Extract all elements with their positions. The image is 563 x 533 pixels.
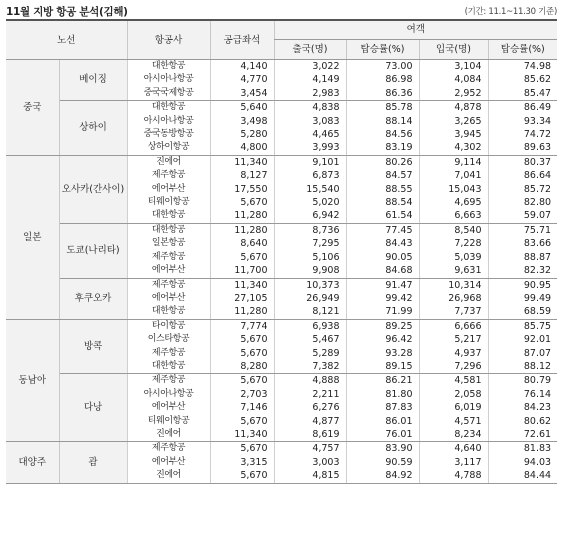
out-pax-cell: 3,993 <box>274 141 346 155</box>
out-pax-cell: 15,540 <box>274 183 346 196</box>
airline-cell: 진에어 <box>127 155 210 169</box>
route-cell: 오사카(간사이) <box>59 155 127 223</box>
header-in-pax: 입국(명) <box>419 40 488 60</box>
out-rate-cell: 93.28 <box>346 347 419 360</box>
out-rate-cell: 86.98 <box>346 73 419 86</box>
out-pax-cell: 4,877 <box>274 415 346 428</box>
seats-cell: 5,670 <box>210 347 274 360</box>
seats-cell: 4,800 <box>210 141 274 155</box>
in-rate-cell: 84.23 <box>488 401 557 414</box>
seats-cell: 8,280 <box>210 360 274 374</box>
out-rate-cell: 86.21 <box>346 374 419 388</box>
out-pax-cell: 3,003 <box>274 456 346 469</box>
table-row <box>6 319 557 333</box>
in-rate-cell: 59.07 <box>488 209 557 223</box>
airline-cell: 중국동방항공 <box>127 128 210 141</box>
region-cell: 동남아 <box>6 319 59 442</box>
out-pax-cell: 26,949 <box>274 292 346 305</box>
airline-cell: 이스타항공 <box>127 333 210 346</box>
out-pax-cell: 5,106 <box>274 251 346 264</box>
seats-cell: 27,105 <box>210 292 274 305</box>
out-pax-cell: 4,149 <box>274 73 346 86</box>
out-rate-cell: 87.83 <box>346 401 419 414</box>
airline-cell: 제주항공 <box>127 251 210 264</box>
seats-cell: 5,670 <box>210 469 274 483</box>
out-rate-cell: 90.05 <box>346 251 419 264</box>
table-header <box>6 20 557 60</box>
in-rate-cell: 80.37 <box>488 155 557 169</box>
out-rate-cell: 84.57 <box>346 169 419 182</box>
airline-cell: 티웨이항공 <box>127 415 210 428</box>
out-rate-cell: 89.25 <box>346 319 419 333</box>
in-rate-cell: 90.95 <box>488 278 557 292</box>
route-cell: 괌 <box>59 442 127 483</box>
route-cell: 상하이 <box>59 101 127 156</box>
out-pax-cell: 4,815 <box>274 469 346 483</box>
seats-cell: 8,127 <box>210 169 274 182</box>
out-rate-cell: 71.99 <box>346 305 419 319</box>
seats-cell: 11,340 <box>210 155 274 169</box>
out-pax-cell: 6,942 <box>274 209 346 223</box>
in-pax-cell: 3,945 <box>419 128 488 141</box>
in-pax-cell: 4,640 <box>419 442 488 456</box>
in-pax-cell: 4,302 <box>419 141 488 155</box>
seats-cell: 8,640 <box>210 237 274 250</box>
seats-cell: 4,770 <box>210 73 274 86</box>
table-body <box>6 60 557 484</box>
out-rate-cell: 76.01 <box>346 428 419 442</box>
table-row <box>6 223 557 237</box>
in-rate-cell: 82.32 <box>488 264 557 278</box>
table-row <box>6 442 557 456</box>
airline-cell: 중국국제항공 <box>127 87 210 101</box>
in-rate-cell: 68.59 <box>488 305 557 319</box>
in-rate-cell: 85.62 <box>488 73 557 86</box>
header-airline: 항공사 <box>127 20 210 60</box>
out-pax-cell: 4,838 <box>274 101 346 115</box>
out-rate-cell: 91.47 <box>346 278 419 292</box>
airline-stats-table <box>6 19 557 484</box>
in-pax-cell: 8,234 <box>419 428 488 442</box>
out-rate-cell: 84.68 <box>346 264 419 278</box>
in-pax-cell: 5,039 <box>419 251 488 264</box>
in-rate-cell: 88.12 <box>488 360 557 374</box>
header-out-rate: 탑승률(%) <box>346 40 419 60</box>
airline-cell: 에어부산 <box>127 264 210 278</box>
header-seats: 공급좌석 <box>210 20 274 60</box>
seats-cell: 5,670 <box>210 415 274 428</box>
out-pax-cell: 4,888 <box>274 374 346 388</box>
out-pax-cell: 9,101 <box>274 155 346 169</box>
airline-cell: 제주항공 <box>127 442 210 456</box>
out-rate-cell: 80.26 <box>346 155 419 169</box>
in-rate-cell: 75.71 <box>488 223 557 237</box>
in-pax-cell: 15,043 <box>419 183 488 196</box>
region-cell: 일본 <box>6 155 59 319</box>
out-pax-cell: 4,757 <box>274 442 346 456</box>
in-pax-cell: 2,058 <box>419 388 488 401</box>
in-pax-cell: 2,952 <box>419 87 488 101</box>
seats-cell: 7,774 <box>210 319 274 333</box>
in-pax-cell: 6,663 <box>419 209 488 223</box>
table-row <box>6 60 557 74</box>
out-pax-cell: 10,373 <box>274 278 346 292</box>
table-row <box>6 278 557 292</box>
seats-cell: 5,670 <box>210 251 274 264</box>
airline-cell: 티웨이항공 <box>127 196 210 209</box>
out-pax-cell: 7,382 <box>274 360 346 374</box>
region-cell: 중국 <box>6 60 59 156</box>
in-rate-cell: 89.63 <box>488 141 557 155</box>
out-rate-cell: 85.78 <box>346 101 419 115</box>
out-pax-cell: 2,983 <box>274 87 346 101</box>
header-out-pax: 출국(명) <box>274 40 346 60</box>
in-pax-cell: 6,666 <box>419 319 488 333</box>
airline-cell: 에어부산 <box>127 456 210 469</box>
in-pax-cell: 4,084 <box>419 73 488 86</box>
out-pax-cell: 6,276 <box>274 401 346 414</box>
in-pax-cell: 4,937 <box>419 347 488 360</box>
out-rate-cell: 84.43 <box>346 237 419 250</box>
airline-cell: 일본항공 <box>127 237 210 250</box>
in-rate-cell: 88.87 <box>488 251 557 264</box>
in-pax-cell: 4,571 <box>419 415 488 428</box>
out-rate-cell: 61.54 <box>346 209 419 223</box>
seats-cell: 4,140 <box>210 60 274 74</box>
out-pax-cell: 5,020 <box>274 196 346 209</box>
in-pax-cell: 4,695 <box>419 196 488 209</box>
in-rate-cell: 86.64 <box>488 169 557 182</box>
out-rate-cell: 99.42 <box>346 292 419 305</box>
in-pax-cell: 4,878 <box>419 101 488 115</box>
out-pax-cell: 5,289 <box>274 347 346 360</box>
region-cell: 대양주 <box>6 442 59 483</box>
in-rate-cell: 85.47 <box>488 87 557 101</box>
seats-cell: 5,670 <box>210 333 274 346</box>
airline-cell: 대한항공 <box>127 223 210 237</box>
header-passenger: 여객 <box>274 20 557 40</box>
in-rate-cell: 85.72 <box>488 183 557 196</box>
airline-cell: 아시아나항공 <box>127 115 210 128</box>
seats-cell: 5,670 <box>210 374 274 388</box>
seats-cell: 7,146 <box>210 401 274 414</box>
out-pax-cell: 5,467 <box>274 333 346 346</box>
out-pax-cell: 4,465 <box>274 128 346 141</box>
airline-cell: 에어부산 <box>127 401 210 414</box>
in-pax-cell: 7,041 <box>419 169 488 182</box>
out-pax-cell: 8,736 <box>274 223 346 237</box>
in-pax-cell: 7,228 <box>419 237 488 250</box>
out-pax-cell: 3,022 <box>274 60 346 74</box>
airline-cell: 제주항공 <box>127 374 210 388</box>
table-row <box>6 101 557 115</box>
out-rate-cell: 88.54 <box>346 196 419 209</box>
table-row <box>6 374 557 388</box>
in-rate-cell: 74.98 <box>488 60 557 74</box>
airline-cell: 대한항공 <box>127 360 210 374</box>
seats-cell: 11,340 <box>210 428 274 442</box>
out-pax-cell: 3,083 <box>274 115 346 128</box>
seats-cell: 11,280 <box>210 305 274 319</box>
airline-cell: 아시아나항공 <box>127 73 210 86</box>
seats-cell: 5,640 <box>210 101 274 115</box>
airline-cell: 대한항공 <box>127 209 210 223</box>
out-pax-cell: 7,295 <box>274 237 346 250</box>
airline-cell: 제주항공 <box>127 278 210 292</box>
in-rate-cell: 85.75 <box>488 319 557 333</box>
seats-cell: 11,340 <box>210 278 274 292</box>
out-rate-cell: 84.92 <box>346 469 419 483</box>
in-rate-cell: 81.83 <box>488 442 557 456</box>
route-cell: 다낭 <box>59 374 127 442</box>
route-cell: 베이징 <box>59 60 127 101</box>
out-rate-cell: 86.01 <box>346 415 419 428</box>
airline-cell: 진에어 <box>127 469 210 483</box>
seats-cell: 2,703 <box>210 388 274 401</box>
seats-cell: 5,670 <box>210 442 274 456</box>
in-rate-cell: 94.03 <box>488 456 557 469</box>
in-rate-cell: 84.44 <box>488 469 557 483</box>
in-pax-cell: 7,737 <box>419 305 488 319</box>
in-pax-cell: 9,631 <box>419 264 488 278</box>
out-rate-cell: 81.80 <box>346 388 419 401</box>
route-cell: 후쿠오카 <box>59 278 127 319</box>
seats-cell: 5,670 <box>210 196 274 209</box>
in-pax-cell: 3,117 <box>419 456 488 469</box>
airline-cell: 대한항공 <box>127 101 210 115</box>
out-pax-cell: 6,938 <box>274 319 346 333</box>
in-rate-cell: 72.61 <box>488 428 557 442</box>
out-rate-cell: 86.36 <box>346 87 419 101</box>
airline-cell: 에어부산 <box>127 292 210 305</box>
out-pax-cell: 9,908 <box>274 264 346 278</box>
seats-cell: 11,280 <box>210 209 274 223</box>
in-pax-cell: 3,265 <box>419 115 488 128</box>
route-cell: 도쿄(나리타) <box>59 223 127 278</box>
seats-cell: 17,550 <box>210 183 274 196</box>
out-rate-cell: 73.00 <box>346 60 419 74</box>
airline-cell: 진에어 <box>127 428 210 442</box>
in-rate-cell: 76.14 <box>488 388 557 401</box>
header-in-rate: 탑승률(%) <box>488 40 557 60</box>
seats-cell: 11,280 <box>210 223 274 237</box>
in-pax-cell: 4,788 <box>419 469 488 483</box>
in-pax-cell: 5,217 <box>419 333 488 346</box>
out-rate-cell: 90.59 <box>346 456 419 469</box>
out-pax-cell: 2,211 <box>274 388 346 401</box>
in-rate-cell: 82.80 <box>488 196 557 209</box>
in-rate-cell: 74.72 <box>488 128 557 141</box>
in-rate-cell: 92.01 <box>488 333 557 346</box>
out-rate-cell: 83.19 <box>346 141 419 155</box>
airline-cell: 대한항공 <box>127 60 210 74</box>
in-pax-cell: 8,540 <box>419 223 488 237</box>
seats-cell: 11,700 <box>210 264 274 278</box>
in-pax-cell: 3,104 <box>419 60 488 74</box>
out-rate-cell: 89.15 <box>346 360 419 374</box>
in-rate-cell: 87.07 <box>488 347 557 360</box>
table-row <box>6 155 557 169</box>
airline-cell: 제주항공 <box>127 347 210 360</box>
airline-cell: 제주항공 <box>127 169 210 182</box>
in-pax-cell: 9,114 <box>419 155 488 169</box>
in-pax-cell: 10,314 <box>419 278 488 292</box>
seats-cell: 3,454 <box>210 87 274 101</box>
airline-cell: 타이항공 <box>127 319 210 333</box>
in-rate-cell: 80.79 <box>488 374 557 388</box>
airline-cell: 에어부산 <box>127 183 210 196</box>
out-rate-cell: 83.90 <box>346 442 419 456</box>
report-title: 11월 지방 항공 분석(김해) <box>6 6 128 18</box>
airline-cell: 상하이항공 <box>127 141 210 155</box>
out-rate-cell: 84.56 <box>346 128 419 141</box>
in-rate-cell: 93.34 <box>488 115 557 128</box>
out-rate-cell: 96.42 <box>346 333 419 346</box>
header-route: 노선 <box>6 20 127 60</box>
in-pax-cell: 7,296 <box>419 360 488 374</box>
out-rate-cell: 88.55 <box>346 183 419 196</box>
in-pax-cell: 4,581 <box>419 374 488 388</box>
route-cell: 방콕 <box>59 319 127 374</box>
in-pax-cell: 6,019 <box>419 401 488 414</box>
airline-cell: 대한항공 <box>127 305 210 319</box>
in-rate-cell: 86.49 <box>488 101 557 115</box>
period-note: (기간: 11.1~11.30 기준) <box>464 7 557 17</box>
airline-cell: 아시아나항공 <box>127 388 210 401</box>
seats-cell: 3,315 <box>210 456 274 469</box>
report-header <box>6 4 557 20</box>
in-rate-cell: 99.49 <box>488 292 557 305</box>
out-pax-cell: 8,619 <box>274 428 346 442</box>
in-rate-cell: 80.62 <box>488 415 557 428</box>
out-pax-cell: 8,121 <box>274 305 346 319</box>
out-rate-cell: 77.45 <box>346 223 419 237</box>
out-pax-cell: 6,873 <box>274 169 346 182</box>
out-rate-cell: 88.14 <box>346 115 419 128</box>
in-rate-cell: 83.66 <box>488 237 557 250</box>
seats-cell: 3,498 <box>210 115 274 128</box>
in-pax-cell: 26,968 <box>419 292 488 305</box>
seats-cell: 5,280 <box>210 128 274 141</box>
